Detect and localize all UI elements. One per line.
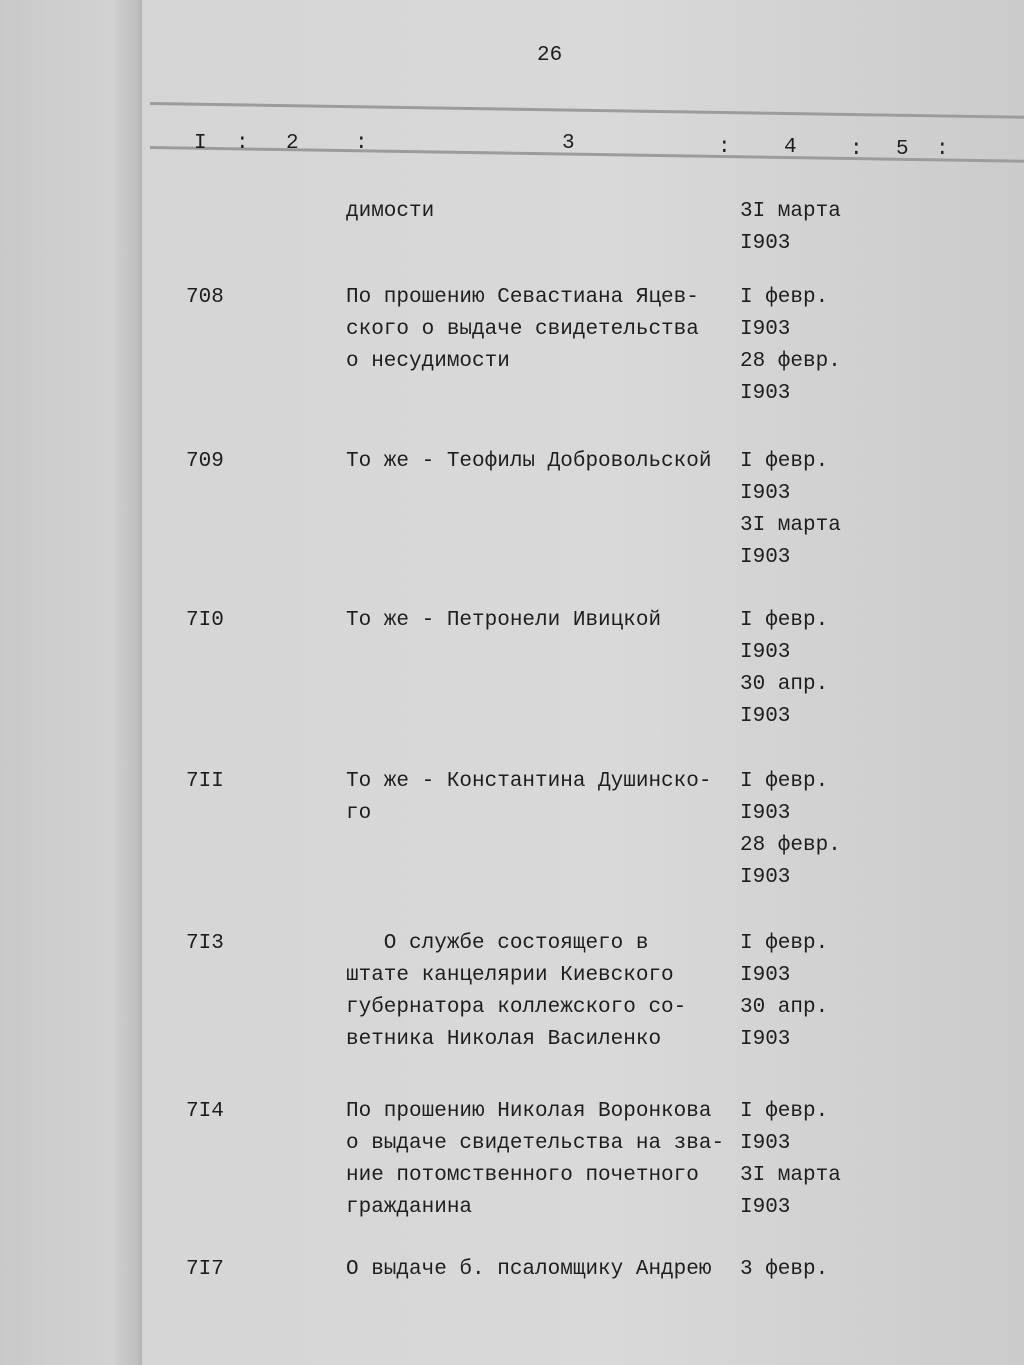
case-description [346, 766, 711, 830]
date-line: I903 [740, 546, 791, 569]
description-line: ветника Николая Василенко [346, 1028, 662, 1051]
date-line: I февр. [740, 609, 829, 632]
column-separator: : [355, 132, 368, 155]
header-rule-top [150, 102, 1024, 119]
column-separator: : [850, 138, 863, 161]
date-line: 28 февр. [740, 350, 841, 373]
date-line: I февр. [740, 450, 829, 473]
date-line: 3I марта [740, 200, 841, 223]
column-separator: : [718, 136, 731, 159]
header-rule-bottom [150, 146, 1024, 163]
facing-page-edge [0, 0, 142, 1365]
description-line: По прошению Николая Воронкова [346, 1100, 712, 1123]
column-separator: : [236, 132, 249, 155]
date-line: I903 [740, 705, 791, 728]
date-line: 30 апр. [740, 673, 829, 696]
page-number: 26 [537, 44, 563, 67]
case-dates [740, 1254, 828, 1286]
description-line: То же - Константина Душинско- [346, 770, 712, 793]
date-line: 3I марта [740, 1164, 841, 1187]
case-dates [740, 766, 841, 894]
case-number: 7I4 [186, 1100, 224, 1123]
case-description [346, 1254, 711, 1286]
description-line: о несудимости [346, 350, 510, 373]
date-line: 28 февр. [740, 834, 841, 857]
description-line: о выдаче свидетельства на зва- [346, 1132, 725, 1155]
case-dates [740, 1096, 841, 1224]
date-line: I903 [740, 318, 791, 341]
case-number: 7I0 [186, 609, 224, 632]
case-description [346, 1096, 724, 1224]
description-line: штате канцелярии Киевского [346, 964, 674, 987]
description-line: губернатора коллежского со- [346, 996, 687, 1019]
case-description [346, 928, 686, 1056]
description-line: О службе состоящего в [346, 932, 649, 955]
case-dates [740, 282, 841, 410]
case-dates [740, 928, 828, 1056]
date-line: 3 февр. [740, 1258, 829, 1281]
date-line: I903 [740, 382, 791, 405]
date-line: I903 [740, 1196, 791, 1219]
description-line: ние потомственного почетного [346, 1164, 699, 1187]
description-line: гражданина [346, 1196, 473, 1219]
case-description [346, 196, 434, 228]
date-line: I февр. [740, 770, 829, 793]
column-header: 5 [896, 138, 909, 161]
case-dates [740, 446, 841, 574]
date-line: I903 [740, 1132, 791, 1155]
column-header: 3 [562, 132, 575, 155]
case-number: 7I7 [186, 1258, 224, 1281]
date-line: 3I марта [740, 514, 841, 537]
case-number: 709 [186, 450, 224, 473]
description-line: го [346, 802, 372, 825]
column-header: I [194, 132, 207, 155]
date-line: I903 [740, 964, 791, 987]
description-line: О выдаче б. псаломщику Андрею [346, 1258, 712, 1281]
date-line: I февр. [740, 286, 829, 309]
case-dates [740, 196, 841, 260]
date-line: I903 [740, 802, 791, 825]
case-number: 7I3 [186, 932, 224, 955]
case-number: 7II [186, 770, 224, 793]
description-line: По прошению Севастиана Яцев- [346, 286, 699, 309]
case-number: 708 [186, 286, 224, 309]
column-separator: : [936, 138, 949, 161]
date-line: I903 [740, 482, 791, 505]
case-description [346, 446, 711, 478]
date-line: I903 [740, 232, 791, 255]
date-line: I903 [740, 1028, 791, 1051]
case-description [346, 605, 661, 637]
description-line: То же - Теофилы Добровольской [346, 450, 712, 473]
date-line: I февр. [740, 1100, 829, 1123]
case-description [346, 282, 699, 378]
column-header: 2 [286, 132, 299, 155]
description-line: ского о выдаче свидетельства [346, 318, 699, 341]
column-header: 4 [784, 136, 797, 159]
date-line: 30 апр. [740, 996, 829, 1019]
date-line: I903 [740, 866, 791, 889]
description-line: димости [346, 200, 435, 223]
case-dates [740, 605, 828, 733]
description-line: То же - Петронели Ивицкой [346, 609, 662, 632]
date-line: I февр. [740, 932, 829, 955]
date-line: I903 [740, 641, 791, 664]
